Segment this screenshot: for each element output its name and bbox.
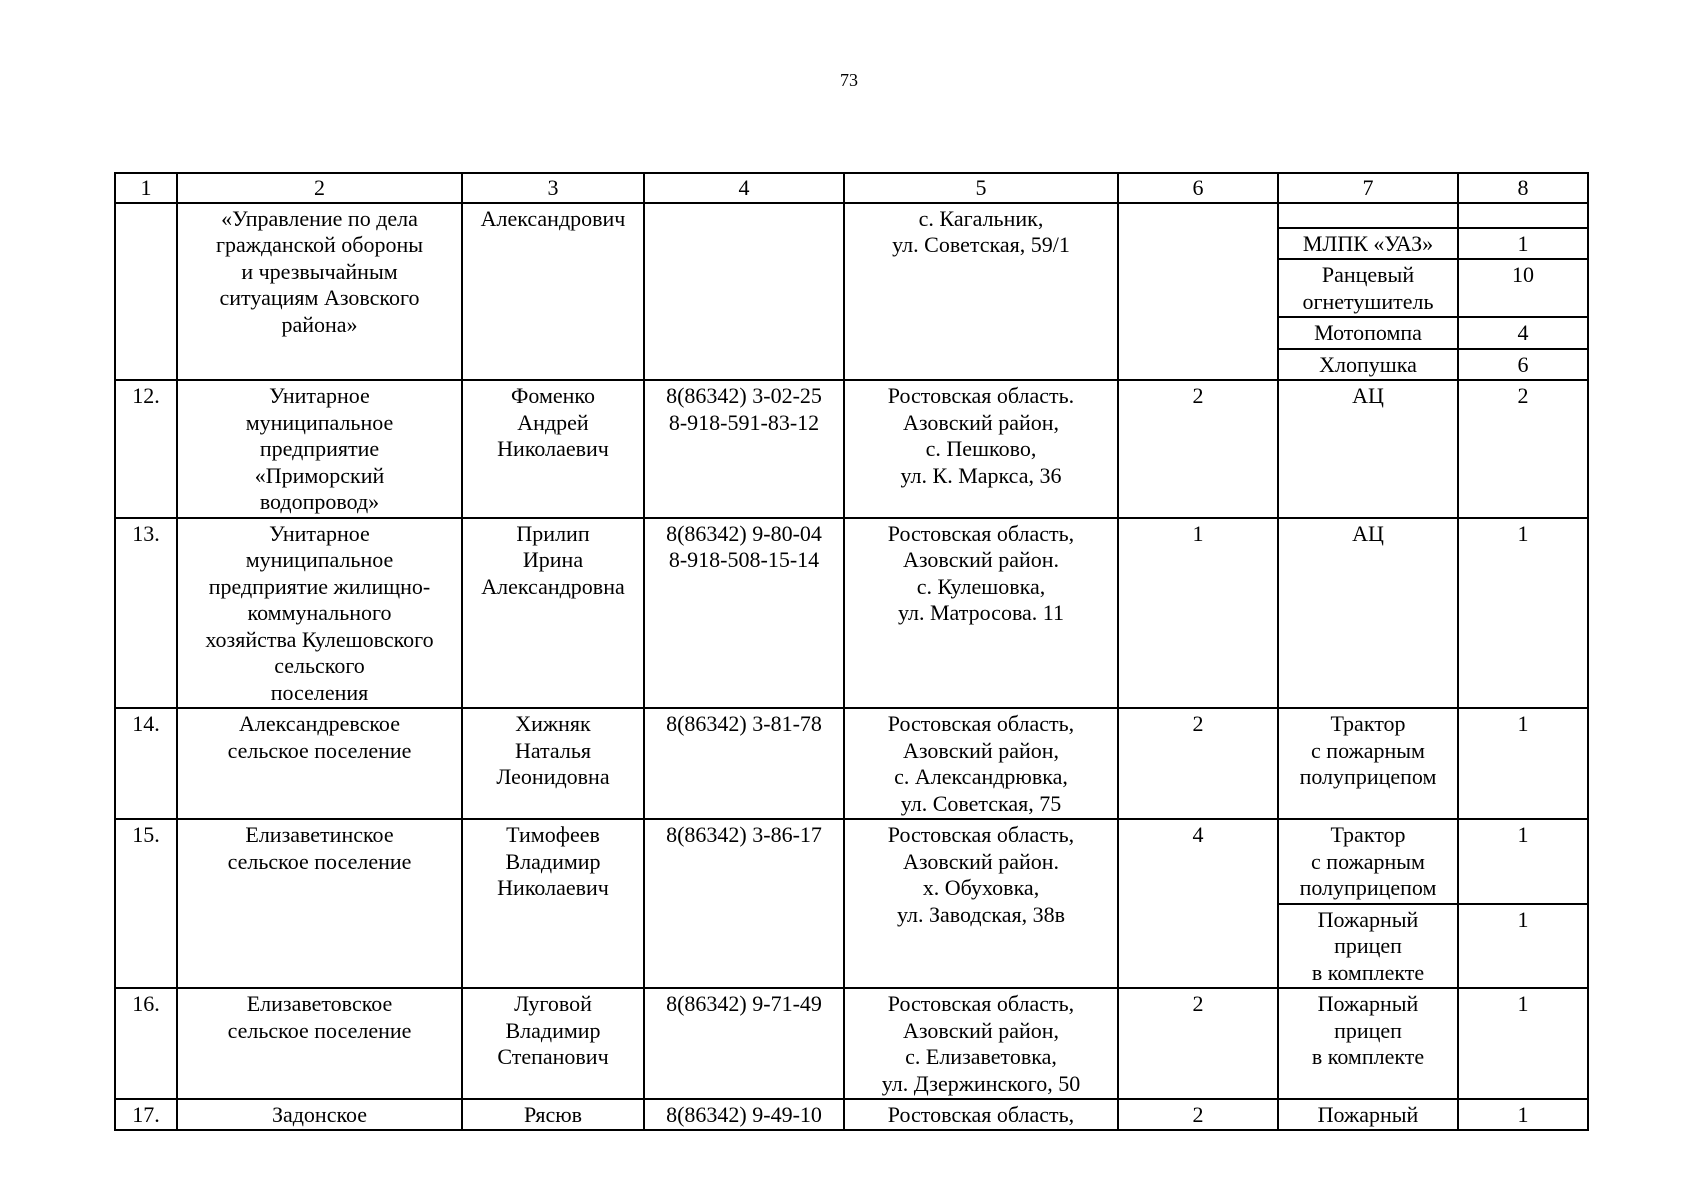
equipment-name-cell: АЦ (1278, 518, 1458, 709)
equipment-name-cell: Ранцевый огнетушитель (1278, 259, 1458, 317)
column-number: 5 (844, 173, 1118, 203)
address-cell: Ростовская область, (844, 1099, 1118, 1130)
equipment-qty-cell: 1 (1458, 904, 1588, 989)
person-cell: Луговой Владимир Степанович (462, 988, 644, 1099)
count-cell (1118, 203, 1278, 381)
table-row (115, 380, 1588, 518)
address-cell: Ростовская область. Азовский район, с. Пешково, ул. К. Маркса, 36 (844, 380, 1118, 518)
organization-cell: Унитарное муниципальное предприятие «Приморский водопровод» (177, 380, 462, 518)
equipment-qty-cell: 1 (1458, 819, 1588, 904)
equipment-table (114, 172, 1589, 1131)
organization-cell: Унитарное муниципальное предприятие жилищно- коммунального хозяйства Кулешовского сельского поселения (177, 518, 462, 709)
row-number-cell: 17. (115, 1099, 177, 1130)
organization-cell: Задонское (177, 1099, 462, 1130)
table-row (115, 708, 1588, 819)
organization-cell: «Управление по дела гражданской обороны и чрезвычайным ситуациям Азовского района» (177, 203, 462, 381)
count-cell: 2 (1118, 1099, 1278, 1130)
person-cell: Александрович (462, 203, 644, 381)
row-number-cell: 15. (115, 819, 177, 988)
equipment-qty-cell: 1 (1458, 518, 1588, 709)
column-number: 7 (1278, 173, 1458, 203)
table-row (115, 203, 1588, 228)
equipment-name-cell: МЛПК «УАЗ» (1278, 228, 1458, 260)
equipment-qty-cell: 1 (1458, 228, 1588, 260)
table-row (115, 819, 1588, 904)
equipment-qty-cell: 4 (1458, 317, 1588, 349)
equipment-qty-cell: 1 (1458, 1099, 1588, 1130)
column-number: 1 (115, 173, 177, 203)
equipment-qty-cell: 6 (1458, 349, 1588, 381)
table-row (115, 1099, 1588, 1130)
row-number-cell: 14. (115, 708, 177, 819)
equipment-name-cell: Хлопушка (1278, 349, 1458, 381)
equipment-name-cell: Мотопомпа (1278, 317, 1458, 349)
person-cell: Фоменко Андрей Николаевич (462, 380, 644, 518)
column-number-row (115, 173, 1588, 203)
equipment-qty-cell: 1 (1458, 708, 1588, 819)
phone-cell: 8(86342) 9-71-49 (644, 988, 844, 1099)
row-number-cell: 13. (115, 518, 177, 709)
address-cell: Ростовская область, Азовский район, с. Александрювка, ул. Советская, 75 (844, 708, 1118, 819)
equipment-name-cell: Трактор с пожарным полуприцепом (1278, 708, 1458, 819)
count-cell: 2 (1118, 380, 1278, 518)
phone-cell: 8(86342) 9-80-04 8-918-508-15-14 (644, 518, 844, 709)
equipment-name-cell: АЦ (1278, 380, 1458, 518)
column-number: 8 (1458, 173, 1588, 203)
phone-cell: 8(86342) 3-81-78 (644, 708, 844, 819)
person-cell: Прилип Ирина Александровна (462, 518, 644, 709)
equipment-qty-cell: 1 (1458, 988, 1588, 1099)
row-number-cell: 16. (115, 988, 177, 1099)
organization-cell: Елизаветинское сельское поселение (177, 819, 462, 988)
column-number: 6 (1118, 173, 1278, 203)
phone-cell: 8(86342) 3-02-25 8-918-591-83-12 (644, 380, 844, 518)
person-cell: Рясюв (462, 1099, 644, 1130)
page-number: 73 (840, 70, 858, 90)
count-cell: 1 (1118, 518, 1278, 709)
equipment-qty-cell: 2 (1458, 380, 1588, 518)
column-number: 2 (177, 173, 462, 203)
person-cell: Тимофеев Владимир Николаевич (462, 819, 644, 988)
equipment-name-cell: Трактор с пожарным полуприцепом (1278, 819, 1458, 904)
phone-cell: 8(86342) 3-86-17 (644, 819, 844, 988)
equipment-qty-cell (1458, 203, 1588, 228)
address-cell: с. Кагальник, ул. Советская, 59/1 (844, 203, 1118, 381)
organization-cell: Елизаветовское сельское поселение (177, 988, 462, 1099)
equipment-name-cell: Пожарный прицеп в комплекте (1278, 988, 1458, 1099)
phone-cell: 8(86342) 9-49-10 (644, 1099, 844, 1130)
organization-cell: Александревское сельское поселение (177, 708, 462, 819)
phone-cell (644, 203, 844, 381)
equipment-name-cell: Пожарный прицеп в комплекте (1278, 904, 1458, 989)
equipment-name-cell: Пожарный (1278, 1099, 1458, 1130)
count-cell: 2 (1118, 708, 1278, 819)
row-number-cell (115, 203, 177, 381)
equipment-name-cell (1278, 203, 1458, 228)
table-row (115, 988, 1588, 1099)
column-number: 4 (644, 173, 844, 203)
equipment-qty-cell: 10 (1458, 259, 1588, 317)
address-cell: Ростовская область, Азовский район. с. Кулешовка, ул. Матросова. 11 (844, 518, 1118, 709)
address-cell: Ростовская область, Азовский район, с. Елизаветовка, ул. Дзержинского, 50 (844, 988, 1118, 1099)
table-row (115, 518, 1588, 709)
count-cell: 4 (1118, 819, 1278, 988)
column-number: 3 (462, 173, 644, 203)
count-cell: 2 (1118, 988, 1278, 1099)
row-number-cell: 12. (115, 380, 177, 518)
person-cell: Хижняк Наталья Леонидовна (462, 708, 644, 819)
address-cell: Ростовская область, Азовский район. х. Обуховка, ул. Заводская, 38в (844, 819, 1118, 988)
